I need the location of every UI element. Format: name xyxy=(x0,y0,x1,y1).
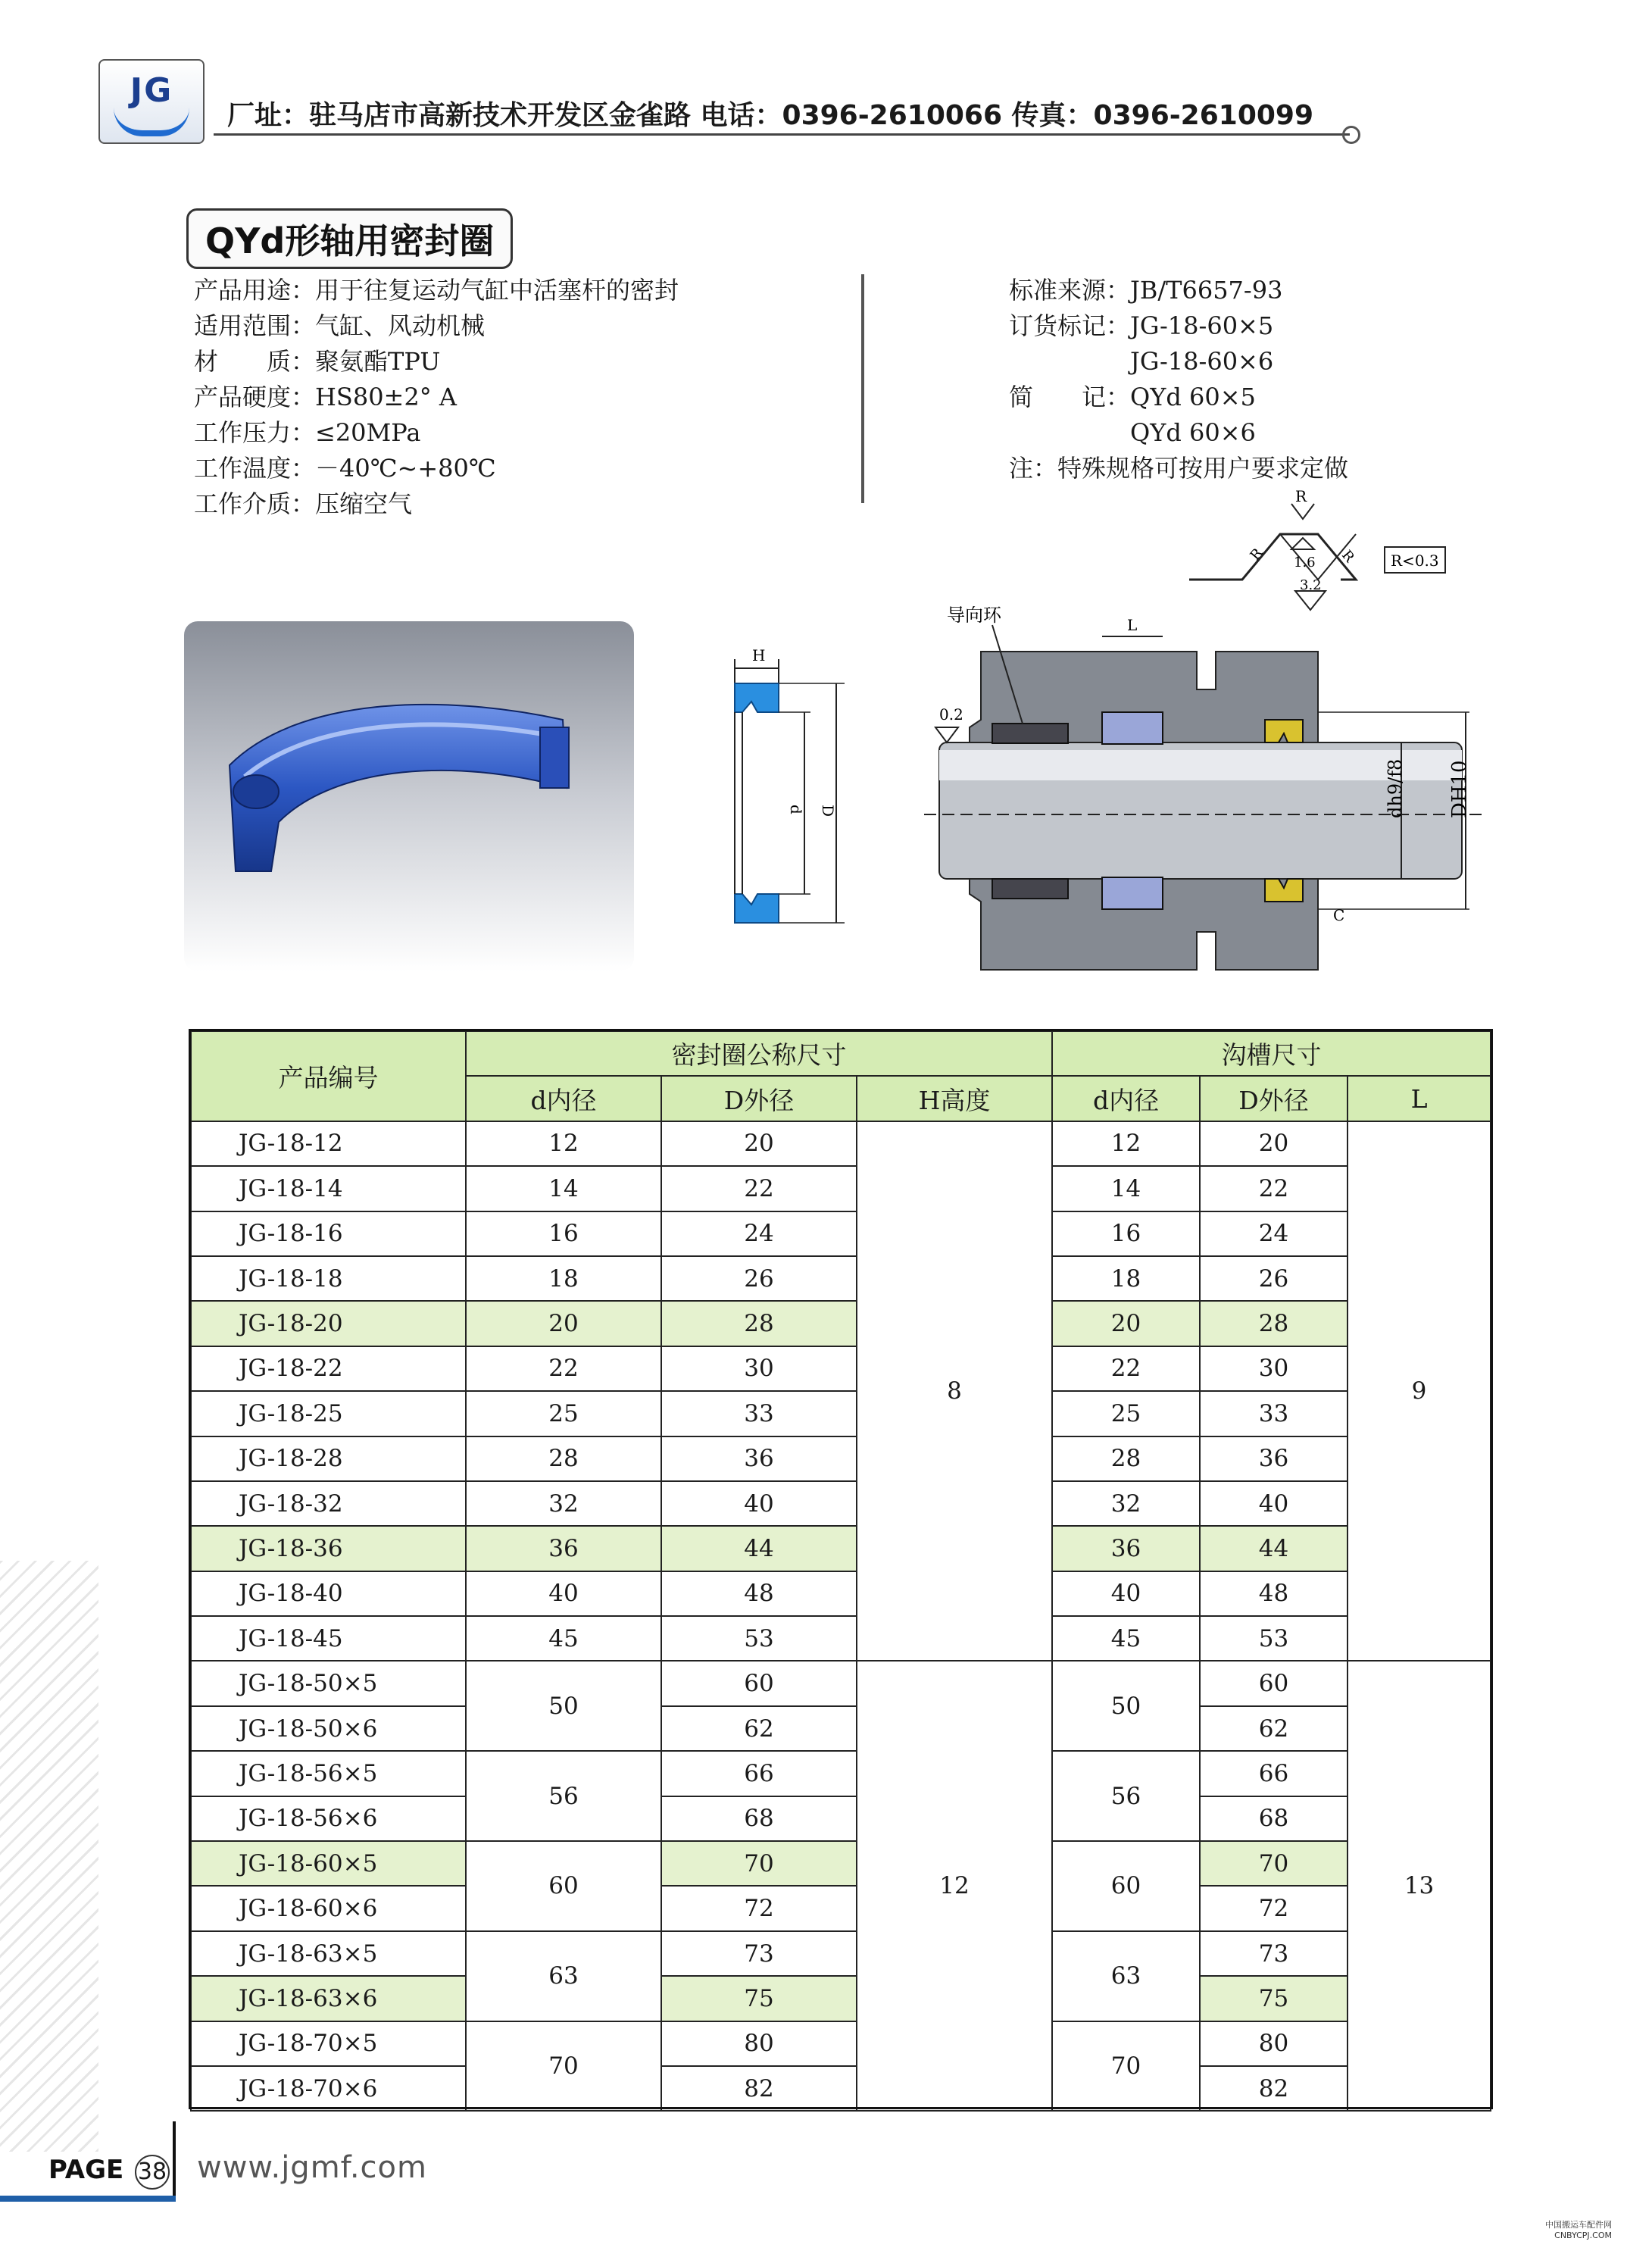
table-row xyxy=(191,1841,1491,1886)
page-underline xyxy=(0,2196,176,2202)
cell-groove-D: 22 xyxy=(1200,1166,1348,1211)
table-row xyxy=(191,1256,1491,1301)
cell-D: 72 xyxy=(661,1886,857,1930)
table-row xyxy=(191,1481,1491,1526)
page-label: PAGE xyxy=(48,2155,124,2185)
cell-d: 50 xyxy=(466,1661,661,1751)
cell-H-group: 8 xyxy=(857,1121,1052,1661)
section-d-label: d xyxy=(787,805,805,814)
cell-code: JG-18-40 xyxy=(191,1571,466,1616)
logo-text: JG xyxy=(130,71,173,110)
cell-groove-d: 22 xyxy=(1052,1346,1200,1391)
section-D-label: D xyxy=(819,805,837,817)
watermark-name: 中国搬运车配件网 xyxy=(1545,2220,1612,2230)
table-row xyxy=(191,2021,1491,2066)
cell-code: JG-18-32 xyxy=(191,1481,466,1526)
cell-groove-D: 53 xyxy=(1200,1616,1348,1661)
table-row xyxy=(191,1706,1491,1751)
cell-groove-D: 20 xyxy=(1200,1121,1348,1166)
cell-code: JG-18-36 xyxy=(191,1526,466,1571)
cell-d: 40 xyxy=(466,1571,661,1616)
spec-note: 注：特殊规格可按用户要求定做 xyxy=(1009,454,1349,483)
cell-groove-d: 36 xyxy=(1052,1526,1200,1571)
table-row xyxy=(191,1526,1491,1571)
table-row xyxy=(191,1121,1491,1166)
cell-D: 68 xyxy=(661,1796,857,1841)
roughness-3-2: 3.2 xyxy=(1300,577,1322,593)
cell-groove-d: 28 xyxy=(1052,1436,1200,1481)
cell-code: JG-18-63×6 xyxy=(191,1976,466,2021)
cell-D: 40 xyxy=(661,1481,857,1526)
spec-scope: 适用范围：气缸、风动机械 xyxy=(194,311,486,340)
cell-d: 45 xyxy=(466,1616,661,1661)
seal-cross-section xyxy=(712,636,863,955)
specs-left xyxy=(194,273,679,522)
spec-short-mark-2: QYd 60×6 xyxy=(1009,418,1256,447)
page-marker-bar xyxy=(173,2121,176,2202)
cell-code: JG-18-70×5 xyxy=(191,2021,466,2066)
table-row xyxy=(191,2066,1491,2111)
watermark xyxy=(1545,2220,1612,2241)
cell-groove-D: 40 xyxy=(1200,1481,1348,1526)
page-number: 38 xyxy=(135,2155,170,2190)
col-header-code: 产品编号 xyxy=(191,1031,466,1121)
cell-groove-d: 32 xyxy=(1052,1481,1200,1526)
cell-d: 56 xyxy=(466,1751,661,1841)
company-contact: 厂址：驻马店市高新技术开发区金雀路 电话：0396-2610066 传真：0396-2610099 xyxy=(227,100,1314,131)
cell-D: 53 xyxy=(661,1616,857,1661)
cell-groove-d: 16 xyxy=(1052,1211,1200,1256)
bore-tolerance-label: DH10 xyxy=(1448,760,1471,818)
cell-groove-D: 24 xyxy=(1200,1211,1348,1256)
cell-D: 80 xyxy=(661,2021,857,2066)
cell-d: 20 xyxy=(466,1301,661,1346)
guide-ring-label: 导向环 xyxy=(947,605,1001,626)
seal-ring-render xyxy=(184,621,634,971)
spec-short-mark: 简 记：QYd 60×5 xyxy=(1009,383,1256,411)
spec-material: 材 质：聚氨酯TPU xyxy=(194,347,441,376)
cell-code: JG-18-14 xyxy=(191,1166,466,1211)
col-header-d: d内径 xyxy=(466,1076,661,1121)
cell-groove-D: 33 xyxy=(1200,1391,1348,1436)
cell-groove-d: 63 xyxy=(1052,1931,1200,2021)
roughness-1-6: 1.6 xyxy=(1294,555,1316,571)
cell-code: JG-18-12 xyxy=(191,1121,466,1166)
decorative-hatch xyxy=(0,1561,98,2152)
cell-groove-d: 40 xyxy=(1052,1571,1200,1616)
spec-pressure: 工作压力：≤20MPa xyxy=(194,418,421,447)
cell-d: 28 xyxy=(466,1436,661,1481)
cell-code: JG-18-22 xyxy=(191,1346,466,1391)
cell-d: 32 xyxy=(466,1481,661,1526)
cell-D: 73 xyxy=(661,1931,857,1976)
cell-d: 63 xyxy=(466,1931,661,2021)
cell-code: JG-18-60×6 xyxy=(191,1886,466,1930)
cell-code: JG-18-45 xyxy=(191,1616,466,1661)
col-header-D: D外径 xyxy=(661,1076,857,1121)
cell-D: 82 xyxy=(661,2066,857,2111)
cell-d: 70 xyxy=(466,2021,661,2112)
cell-D: 60 xyxy=(661,1661,857,1705)
roughness-r-lt: R<0.3 xyxy=(1391,552,1439,570)
cell-d: 60 xyxy=(466,1841,661,1931)
cell-groove-d: 20 xyxy=(1052,1301,1200,1346)
cell-d: 18 xyxy=(466,1256,661,1301)
header-divider xyxy=(214,133,1350,136)
cell-code: JG-18-28 xyxy=(191,1436,466,1481)
cell-d: 22 xyxy=(466,1346,661,1391)
cell-groove-D: 66 xyxy=(1200,1751,1348,1796)
cell-code: JG-18-70×6 xyxy=(191,2066,466,2111)
cell-groove-D: 44 xyxy=(1200,1526,1348,1571)
col-header-L: L xyxy=(1348,1076,1491,1121)
cell-D: 48 xyxy=(661,1571,857,1616)
product-photo xyxy=(184,621,634,971)
cell-D: 44 xyxy=(661,1526,857,1571)
cell-code: JG-18-56×6 xyxy=(191,1796,466,1841)
cell-code: JG-18-56×5 xyxy=(191,1751,466,1796)
spec-standard: 标准来源：JB/T6657-93 xyxy=(1009,276,1283,305)
page-title: QYd形轴用密封圈 xyxy=(186,208,513,269)
cell-groove-D: 60 xyxy=(1200,1661,1348,1705)
table-row xyxy=(191,1436,1491,1481)
cell-groove-D: 62 xyxy=(1200,1706,1348,1751)
cell-groove-D: 30 xyxy=(1200,1346,1348,1391)
roughness-r-top: R xyxy=(1295,487,1307,505)
cell-groove-D: 70 xyxy=(1200,1841,1348,1886)
spec-usage: 产品用途：用于往复运动气缸中活塞杆的密封 xyxy=(194,276,679,305)
table-row xyxy=(191,1976,1491,2021)
table-row xyxy=(191,1796,1491,1841)
table-row xyxy=(191,1571,1491,1616)
cell-groove-d: 14 xyxy=(1052,1166,1200,1211)
cell-code: JG-18-63×5 xyxy=(191,1931,466,1976)
spec-medium: 工作介质：压缩空气 xyxy=(194,489,413,518)
cell-D: 62 xyxy=(661,1706,857,1751)
cell-groove-D: 36 xyxy=(1200,1436,1348,1481)
table-row xyxy=(191,1661,1491,1705)
cell-D: 26 xyxy=(661,1256,857,1301)
groove-l-label: L xyxy=(1127,616,1138,634)
cell-D: 75 xyxy=(661,1976,857,2021)
website-url[interactable]: www.jgmf.com xyxy=(197,2150,427,2185)
cell-groove-d: 70 xyxy=(1052,2021,1200,2112)
table-row xyxy=(191,1301,1491,1346)
installation-diagram xyxy=(909,599,1515,993)
table-row xyxy=(191,1346,1491,1391)
cell-groove-D: 28 xyxy=(1200,1301,1348,1346)
cell-code: JG-18-25 xyxy=(191,1391,466,1436)
cell-groove-D: 26 xyxy=(1200,1256,1348,1301)
cell-code: JG-18-20 xyxy=(191,1301,466,1346)
chamfer-c-label: C xyxy=(1333,906,1345,924)
table-row xyxy=(191,1751,1491,1796)
table-row xyxy=(191,1931,1491,1976)
cell-D: 70 xyxy=(661,1841,857,1886)
cell-groove-D: 73 xyxy=(1200,1931,1348,1976)
cell-code: JG-18-50×6 xyxy=(191,1706,466,1751)
roughness-r-right: R xyxy=(1338,547,1357,566)
cell-D: 66 xyxy=(661,1751,857,1796)
cell-D: 20 xyxy=(661,1121,857,1166)
col-header-H: H高度 xyxy=(857,1076,1052,1121)
cell-d: 16 xyxy=(466,1211,661,1256)
cell-code: JG-18-18 xyxy=(191,1256,466,1301)
table-row xyxy=(191,1166,1491,1211)
cell-D: 36 xyxy=(661,1436,857,1481)
ring-icon xyxy=(1342,126,1360,144)
cell-D: 33 xyxy=(661,1391,857,1436)
cell-d: 36 xyxy=(466,1526,661,1571)
cell-code: JG-18-16 xyxy=(191,1211,466,1256)
spec-divider xyxy=(861,274,864,503)
roughness-r-left: R xyxy=(1247,545,1266,564)
cell-d: 14 xyxy=(466,1166,661,1211)
company-logo xyxy=(98,59,205,144)
cell-groove-d: 56 xyxy=(1052,1751,1200,1841)
spec-temperature: 工作温度：－40℃~+80℃ xyxy=(194,454,496,483)
chamfer-label: 0.2 xyxy=(939,705,963,724)
col-header-groove-D: D外径 xyxy=(1200,1076,1348,1121)
table-row xyxy=(191,1211,1491,1256)
cell-L-group: 9 xyxy=(1348,1121,1491,1661)
specs-right xyxy=(1009,273,1348,486)
cell-D: 24 xyxy=(661,1211,857,1256)
cell-groove-D: 80 xyxy=(1200,2021,1348,2066)
logo-arc-icon xyxy=(114,108,189,136)
size-table xyxy=(190,1030,1491,2112)
cell-groove-d: 18 xyxy=(1052,1256,1200,1301)
spec-order-mark: 订货标记：JG-18-60×5 xyxy=(1009,311,1274,340)
cell-groove-D: 68 xyxy=(1200,1796,1348,1841)
cell-groove-d: 12 xyxy=(1052,1121,1200,1166)
table-row xyxy=(191,1616,1491,1661)
cell-groove-D: 82 xyxy=(1200,2066,1348,2111)
col-header-groove-d: d内径 xyxy=(1052,1076,1200,1121)
cell-d: 12 xyxy=(466,1121,661,1166)
spec-hardness: 产品硬度：HS80±2° A xyxy=(194,383,458,411)
col-header-seal-size: 密封圈公称尺寸 xyxy=(466,1031,1052,1076)
cell-groove-D: 48 xyxy=(1200,1571,1348,1616)
cell-groove-d: 60 xyxy=(1052,1841,1200,1931)
watermark-domain: CNBYCPJ.COM xyxy=(1554,2230,1612,2240)
table-row xyxy=(191,1886,1491,1930)
table-row xyxy=(191,1391,1491,1436)
spec-order-mark-2: JG-18-60×6 xyxy=(1009,347,1274,376)
cell-d: 25 xyxy=(466,1391,661,1436)
cell-groove-D: 72 xyxy=(1200,1886,1348,1930)
rod-tolerance-label: dh9/f8 xyxy=(1385,758,1406,818)
section-h-label: H xyxy=(752,646,766,664)
cell-D: 30 xyxy=(661,1346,857,1391)
col-header-groove-size: 沟槽尺寸 xyxy=(1052,1031,1491,1076)
cell-L-group: 13 xyxy=(1348,1661,1491,2111)
cell-D: 22 xyxy=(661,1166,857,1211)
cell-D: 28 xyxy=(661,1301,857,1346)
cell-groove-d: 50 xyxy=(1052,1661,1200,1751)
cell-code: JG-18-60×5 xyxy=(191,1841,466,1886)
cell-code: JG-18-50×5 xyxy=(191,1661,466,1705)
cell-groove-d: 25 xyxy=(1052,1391,1200,1436)
cell-groove-D: 75 xyxy=(1200,1976,1348,2021)
cell-groove-d: 45 xyxy=(1052,1616,1200,1661)
cell-H-group: 12 xyxy=(857,1661,1052,2111)
